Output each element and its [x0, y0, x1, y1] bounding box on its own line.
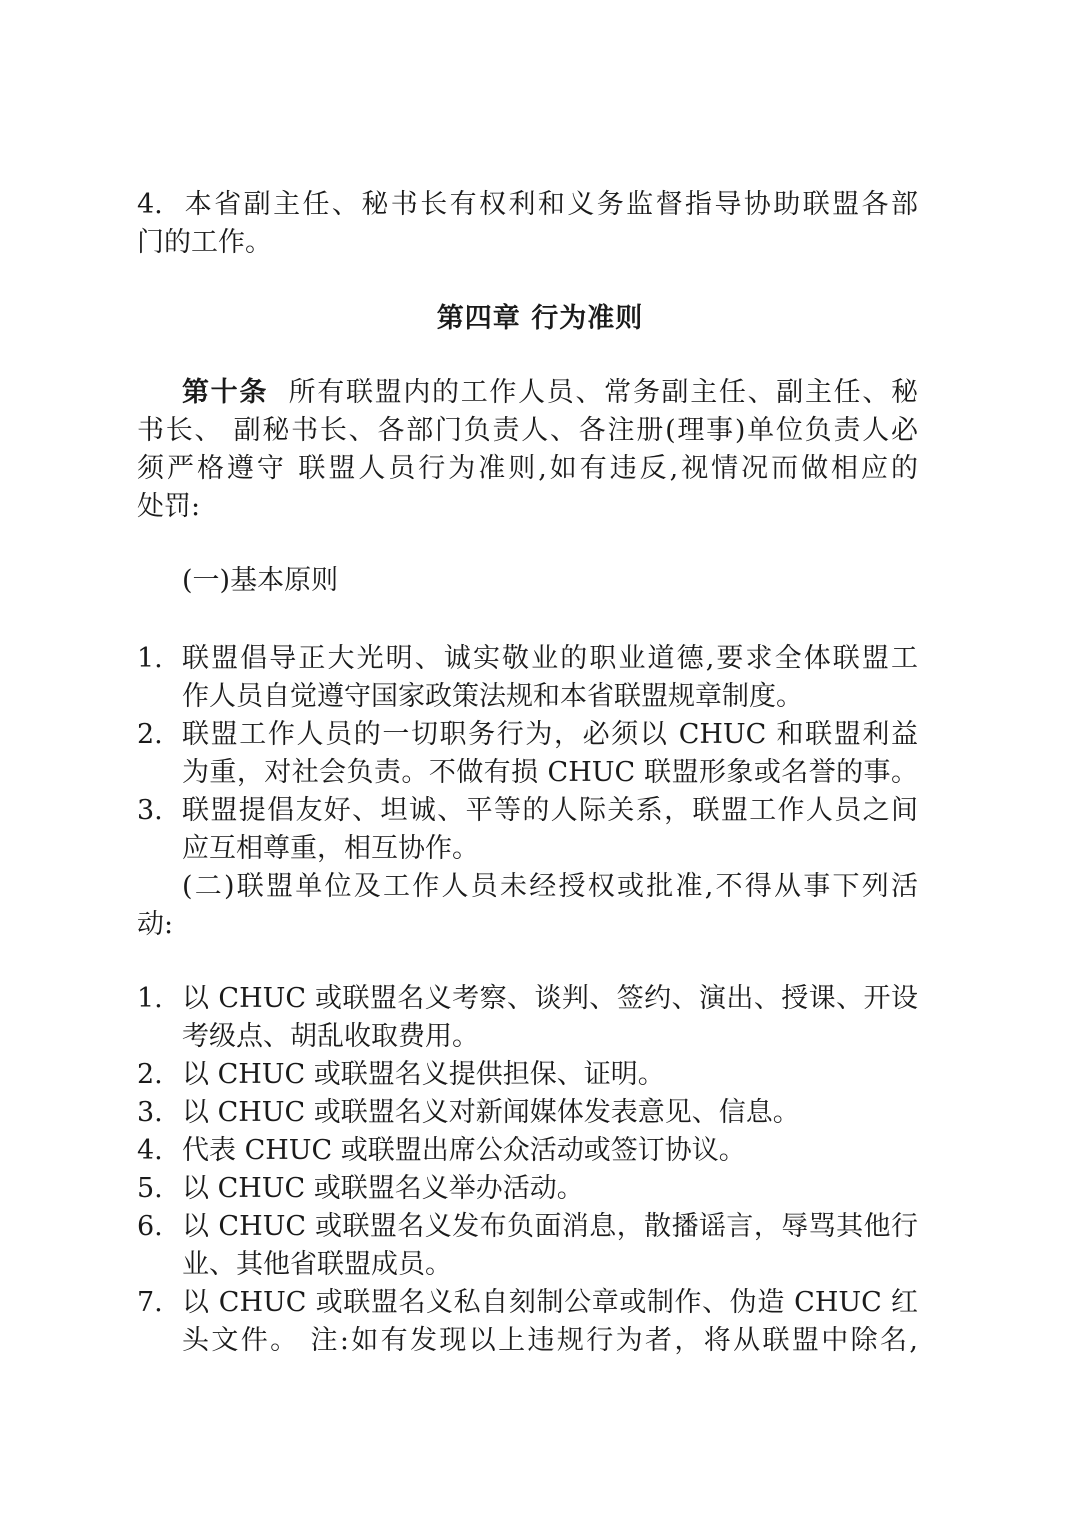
item-4-line-2: 门的工作。 — [137, 227, 272, 258]
list-item-number: 4. — [137, 1135, 163, 1166]
article-10-label: 第十条 — [182, 377, 269, 408]
list-item-line: 为重，对社会负责。不做有损 CHUC 联盟形象或名誉的事。 — [182, 757, 918, 788]
article-10-line-1: 第十条 所有联盟内的工作人员、常务副主任、副主任、秘 — [182, 377, 919, 408]
list-item-number: 1. — [137, 643, 163, 674]
list-item-line: 考级点、胡乱收取费用。 — [182, 1021, 479, 1052]
section-2-heading-line-1: (二)联盟单位及工作人员未经授权或批准,不得从事下列活 — [182, 871, 918, 902]
list-item-line: 联盟工作人员的一切职务行为，必须以 CHUC 和联盟利益 — [182, 719, 918, 750]
list-item-number: 6. — [137, 1211, 163, 1242]
section-2-heading-line-2: 动: — [137, 909, 174, 940]
list-item-number: 2. — [137, 719, 163, 750]
list-item-number: 3. — [137, 795, 163, 826]
list-item-line: 以 CHUC 或联盟名义考察、谈判、签约、演出、授课、开设 — [182, 983, 918, 1014]
list-item-line: 联盟提倡友好、坦诚、平等的人际关系，联盟工作人员之间 — [182, 795, 918, 826]
list-item-number: 1. — [137, 983, 163, 1014]
item-4-line-1: 4. 本省副主任、秘书长有权利和义务监督指导协助联盟各部 — [137, 189, 919, 220]
article-10-line-3: 须严格遵守 联盟人员行为准则,如有违反,视情况而做相应的 — [137, 453, 918, 484]
list-item-number: 2. — [137, 1059, 163, 1090]
list-item-line: 以 CHUC 或联盟名义发布负面消息，散播谣言，辱骂其他行 — [182, 1211, 918, 1242]
section-1-heading: (一)基本原则 — [182, 565, 339, 596]
list-item-number: 7. — [137, 1287, 163, 1318]
list-item-line: 以 CHUC 或联盟名义提供担保、证明。 — [182, 1059, 665, 1090]
list-item-line: 以 CHUC 或联盟名义私自刻制公章或制作、伪造 CHUC 红 — [182, 1287, 918, 1318]
list-item-number: 5. — [137, 1173, 163, 1204]
article-10-line-4: 处罚: — [137, 491, 201, 522]
chapter-title: 第四章 行为准则 — [436, 303, 644, 334]
list-item-line: 应互相尊重，相互协作。 — [182, 833, 479, 864]
list-item-line: 以 CHUC 或联盟名义举办活动。 — [182, 1173, 584, 1204]
list-item-number: 3. — [137, 1097, 163, 1128]
list-item-line: 以 CHUC 或联盟名义对新闻媒体发表意见、信息。 — [182, 1097, 800, 1128]
list-item-line: 联盟倡导正大光明、诚实敬业的职业道德,要求全体联盟工 — [182, 643, 918, 674]
list-item-line: 业、其他省联盟成员。 — [182, 1249, 452, 1280]
article-10-line-2: 书长、 副秘书长、各部门负责人、各注册(理事)单位负责人必 — [137, 415, 918, 446]
list-item-line: 代表 CHUC 或联盟出席公众活动或签订协议。 — [182, 1135, 746, 1166]
list-item-line: 头文件。 注:如有发现以上违规行为者，将从联盟中除名, — [182, 1325, 918, 1356]
list-item-line: 作人员自觉遵守国家政策法规和本省联盟规章制度。 — [182, 681, 803, 712]
